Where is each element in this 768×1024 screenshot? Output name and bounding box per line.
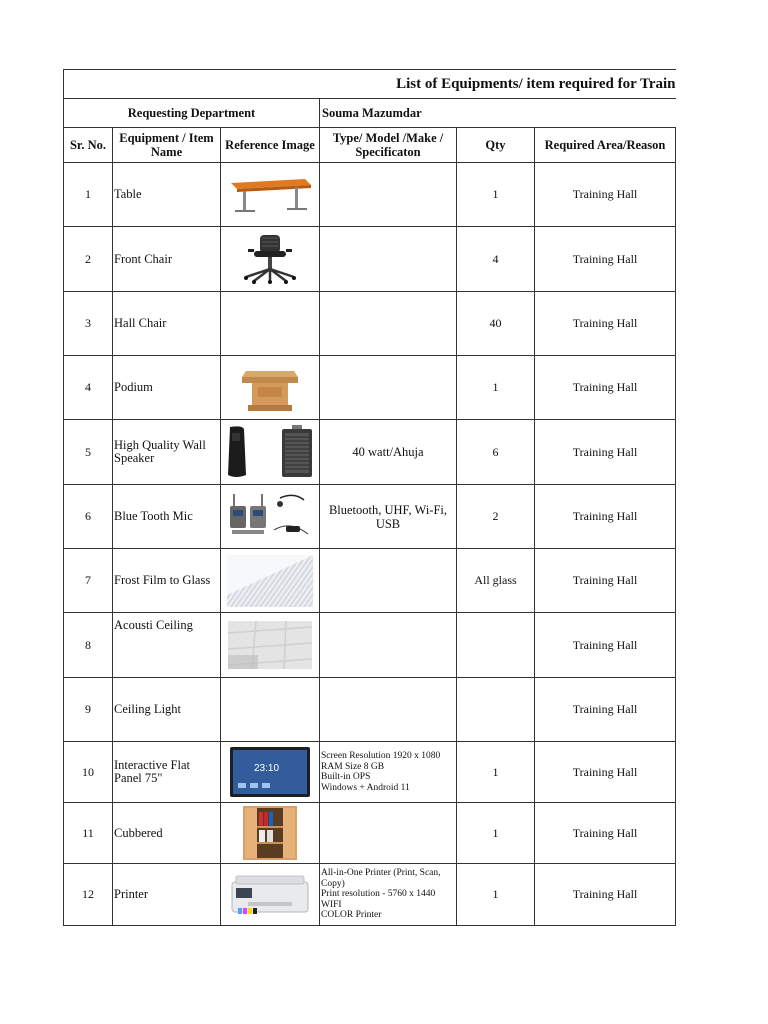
reference-image bbox=[221, 549, 320, 613]
required-area: Training Hall bbox=[535, 356, 676, 420]
type-spec bbox=[320, 356, 457, 420]
reference-image bbox=[221, 803, 320, 864]
cupboard-icon bbox=[237, 804, 303, 862]
header-item-name: Equipment / Item Name bbox=[113, 128, 221, 163]
equipment-table bbox=[63, 69, 676, 926]
item-name: Acousti Ceiling bbox=[113, 613, 221, 678]
table-row bbox=[64, 485, 676, 549]
qty: 1 bbox=[457, 163, 535, 227]
requesting-department-label: Requesting Department bbox=[64, 99, 320, 128]
header-sr-no: Sr. No. bbox=[64, 128, 113, 163]
table-row bbox=[64, 420, 676, 485]
required-area: Training Hall bbox=[535, 549, 676, 613]
required-area: Training Hall bbox=[535, 292, 676, 356]
qty bbox=[457, 613, 535, 678]
item-name: High Quality Wall Speaker bbox=[113, 420, 221, 485]
sr-no: 2 bbox=[64, 227, 113, 292]
required-area: Training Hall bbox=[535, 678, 676, 742]
panel-clock-text: 23:10 bbox=[254, 763, 280, 774]
reference-image bbox=[221, 678, 320, 742]
spec-line: Print resolution - 5760 x 1440 bbox=[321, 889, 436, 900]
sheet-title: List of Equipments/ item required for Train bbox=[64, 70, 676, 99]
qty: 4 bbox=[457, 227, 535, 292]
table-row bbox=[64, 227, 676, 292]
spec-line: Built-in OPS bbox=[321, 772, 371, 782]
office-chair-icon bbox=[240, 233, 300, 285]
type-spec: 40 watt/Ahuja bbox=[320, 420, 457, 485]
reference-image bbox=[221, 163, 320, 227]
item-name: Podium bbox=[113, 356, 221, 420]
equipment-sheet bbox=[63, 69, 675, 926]
item-name: Interactive Flat Panel 75" bbox=[113, 742, 221, 803]
printer-icon bbox=[228, 872, 312, 918]
type-spec bbox=[320, 549, 457, 613]
item-name: Ceiling Light bbox=[113, 678, 221, 742]
reference-image bbox=[221, 227, 320, 292]
qty: 1 bbox=[457, 864, 535, 926]
flat-panel-icon bbox=[228, 745, 312, 799]
sr-no: 10 bbox=[64, 742, 113, 803]
item-name: Hall Chair bbox=[113, 292, 221, 356]
type-spec bbox=[320, 803, 457, 864]
department-row bbox=[64, 99, 676, 128]
item-name: Table bbox=[113, 163, 221, 227]
wireless-mic-icon bbox=[224, 490, 316, 544]
table-row bbox=[64, 678, 676, 742]
required-area: Training Hall bbox=[535, 864, 676, 926]
table-row bbox=[64, 742, 676, 803]
spec-line: RAM Size 8 GB bbox=[321, 761, 385, 772]
required-area: Training Hall bbox=[535, 485, 676, 549]
sr-no: 9 bbox=[64, 678, 113, 742]
qty: 2 bbox=[457, 485, 535, 549]
ceiling-tile-icon bbox=[228, 621, 312, 669]
required-area: Training Hall bbox=[535, 163, 676, 227]
required-area: Training Hall bbox=[535, 742, 676, 803]
reference-image bbox=[221, 356, 320, 420]
required-area: Training Hall bbox=[535, 227, 676, 292]
reference-image bbox=[221, 864, 320, 926]
qty: 1 bbox=[457, 803, 535, 864]
reference-image bbox=[221, 292, 320, 356]
spec-line: All-in-One Printer (Print, Scan, Copy) bbox=[321, 868, 441, 889]
spec-line: WIFI bbox=[321, 899, 342, 910]
table-row bbox=[64, 864, 676, 926]
required-area: Training Hall bbox=[535, 613, 676, 678]
type-spec bbox=[320, 292, 457, 356]
sr-no: 6 bbox=[64, 485, 113, 549]
header-required-area: Required Area/Reason bbox=[535, 128, 676, 163]
spec-line: Screen Resolution 1920 x 1080 bbox=[321, 751, 441, 761]
required-area: Training Hall bbox=[535, 420, 676, 485]
reference-image bbox=[221, 420, 320, 485]
table-row bbox=[64, 803, 676, 864]
type-spec bbox=[320, 227, 457, 292]
sr-no: 11 bbox=[64, 803, 113, 864]
item-name: Printer bbox=[113, 864, 221, 926]
qty: 1 bbox=[457, 742, 535, 803]
table-row bbox=[64, 549, 676, 613]
type-spec bbox=[320, 163, 457, 227]
type-spec bbox=[320, 742, 457, 803]
sr-no: 4 bbox=[64, 356, 113, 420]
spec-line: COLOR Printer bbox=[321, 910, 382, 921]
sr-no: 8 bbox=[64, 613, 113, 678]
header-reference-image: Reference Image bbox=[221, 128, 320, 163]
reference-image bbox=[221, 485, 320, 549]
header-type-spec: Type/ Model /Make / Specificaton bbox=[320, 128, 457, 163]
item-name: Blue Tooth Mic bbox=[113, 485, 221, 549]
item-name: Cubbered bbox=[113, 803, 221, 864]
title-row bbox=[64, 70, 676, 99]
spec-line: Windows + Android 11 bbox=[321, 782, 410, 793]
sr-no: 5 bbox=[64, 420, 113, 485]
sr-no: 12 bbox=[64, 864, 113, 926]
header-qty: Qty bbox=[457, 128, 535, 163]
item-name: Front Chair bbox=[113, 227, 221, 292]
qty: 1 bbox=[457, 356, 535, 420]
type-spec bbox=[320, 864, 457, 926]
qty bbox=[457, 678, 535, 742]
qty: 6 bbox=[457, 420, 535, 485]
sr-no: 7 bbox=[64, 549, 113, 613]
frost-film-icon bbox=[227, 555, 313, 607]
table-row bbox=[64, 163, 676, 227]
requesting-department-value: Souma Mazumdar bbox=[320, 99, 676, 128]
type-spec: Bluetooth, UHF, Wi-Fi, USB bbox=[320, 485, 457, 549]
type-spec bbox=[320, 678, 457, 742]
item-name: Frost Film to Glass bbox=[113, 549, 221, 613]
speaker-icon bbox=[222, 423, 318, 481]
type-spec bbox=[320, 613, 457, 678]
required-area: Training Hall bbox=[535, 803, 676, 864]
table-icon bbox=[225, 175, 315, 215]
sr-no: 1 bbox=[64, 163, 113, 227]
table-row bbox=[64, 356, 676, 420]
podium-icon bbox=[238, 363, 302, 413]
table-row bbox=[64, 613, 676, 678]
sr-no: 3 bbox=[64, 292, 113, 356]
header-row bbox=[64, 128, 676, 163]
table-row bbox=[64, 292, 676, 356]
reference-image bbox=[221, 742, 320, 803]
reference-image bbox=[221, 613, 320, 678]
qty: All glass bbox=[457, 549, 535, 613]
qty: 40 bbox=[457, 292, 535, 356]
